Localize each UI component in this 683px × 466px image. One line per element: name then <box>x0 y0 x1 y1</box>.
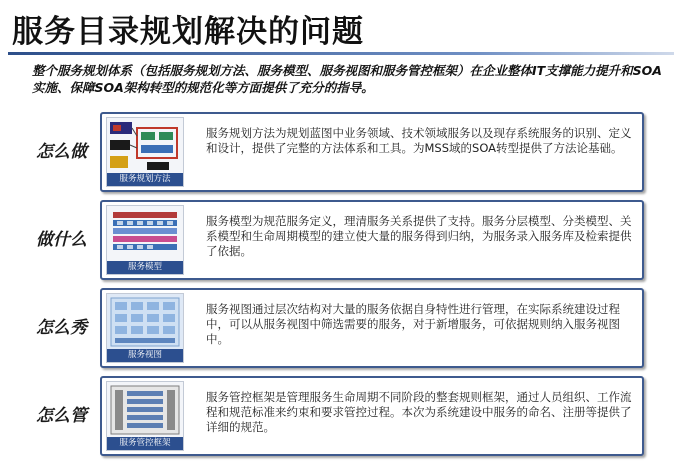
view-grid-icon <box>107 294 183 350</box>
row-description: 服务模型为规范服务定义，理清服务关系提供了支持。服务分层模型、分类模型、关系模型和生命周期模型的建立使大量的服务得到归纳，为服务录入服务库及检索提供了依据。 <box>206 214 632 258</box>
row-label: 怎么秀 <box>36 318 87 338</box>
framework-icon <box>107 382 183 438</box>
layered-model-icon <box>107 206 183 262</box>
info-card <box>100 112 644 192</box>
info-card <box>100 200 644 280</box>
row-description: 服务规划方法为规划蓝图中业务领域、技术领域服务以及现存系统服务的识别、定义和设计，提供了完整的方法体系和工具。为MSS域的SOA转型提供了方法论基础。 <box>206 126 632 155</box>
row-how-to-do <box>0 112 683 192</box>
flow-diagram-icon <box>107 118 183 174</box>
row-label: 怎么做 <box>36 142 87 162</box>
row-label: 怎么管 <box>36 406 87 426</box>
thumbnail-caption: 服务管控框架 <box>107 437 183 450</box>
thumbnail-planning-method <box>106 117 184 187</box>
row-description: 服务管控框架是管理服务生命周期不同阶段的整套规则框架，通过人员组织、工作流程和规范标准来约束和要求管控过程。本次为系统建设中服务的命名、注册等提供了详细的规范。 <box>206 390 632 434</box>
thumbnail-caption: 服务规划方法 <box>107 173 183 186</box>
row-how-to-manage <box>0 376 683 456</box>
thumbnail-governance-framework <box>106 381 184 451</box>
thumbnail-caption: 服务视图 <box>107 349 183 362</box>
row-description: 服务视图通过层次结构对大量的服务依据自身特性进行管理，在实际系统建设过程中，可以从服务视图中筛选需要的服务，对于新增服务，可依据规则纳入服务视图中。 <box>206 302 620 346</box>
thumbnail-caption: 服务模型 <box>107 261 183 274</box>
subtitle: 整个服务规划体系（包括服务规划方法、服务模型、服务视图和服务管控框架）在企业整体IT支撑能力提升和SOA实施、保障SOA架构转型的规范化等方面提供了充分的指导。 <box>32 63 662 95</box>
title-underline <box>8 52 674 55</box>
info-card <box>100 376 644 456</box>
info-card <box>100 288 644 368</box>
page-title: 服务目录规划解决的问题 <box>12 14 364 50</box>
thumbnail-service-model <box>106 205 184 275</box>
row-label: 做什么 <box>36 230 87 250</box>
row-what-to-do <box>0 200 683 280</box>
thumbnail-service-view <box>106 293 184 363</box>
row-how-to-show <box>0 288 683 368</box>
